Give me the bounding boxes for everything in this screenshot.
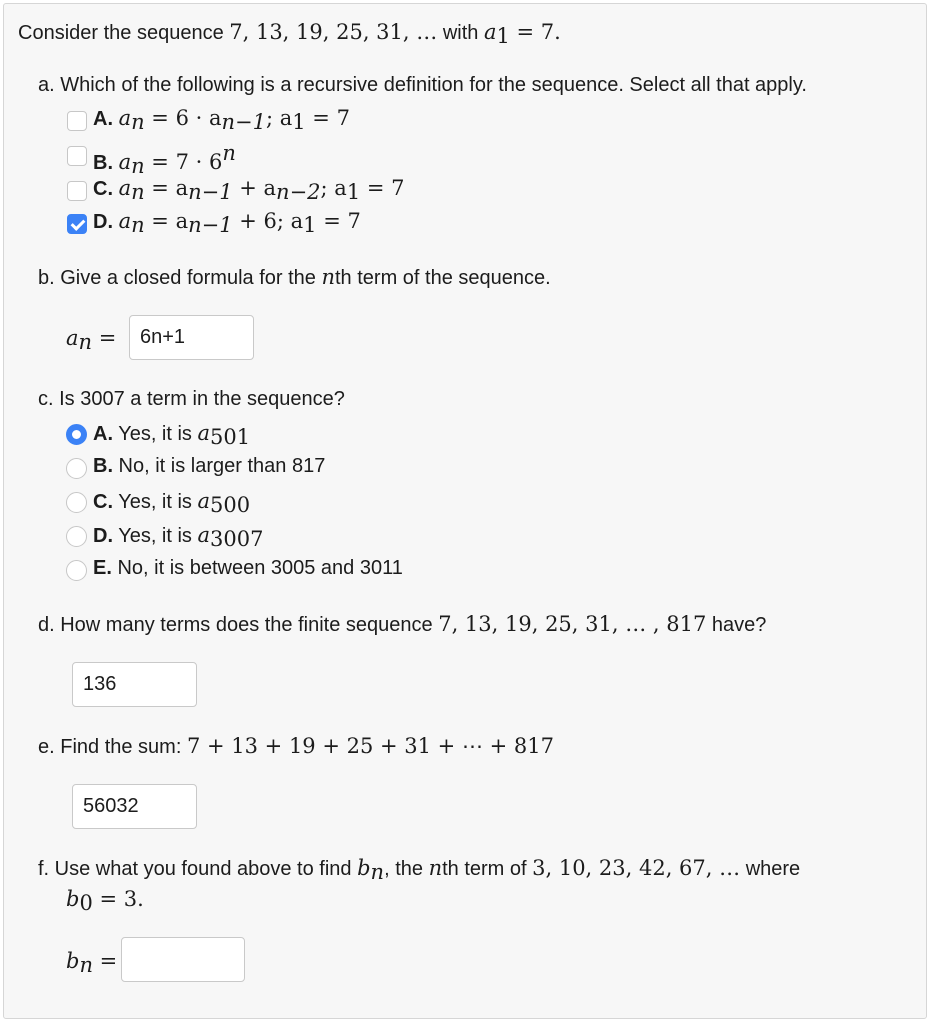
option-d-tail: ; a [276,209,304,233]
option-c-c-var: a [197,489,211,513]
option-c-plus: + a [232,176,277,200]
option-d-checkbox[interactable] [67,214,87,234]
option-c-c-letter: C. [93,491,113,513]
option-d-rhs-sub: n−1 [188,213,233,237]
part-a-question: a. Which of the following is a recursive definition for the sequence. Select all that apply. [38,74,807,96]
option-a-tail: ; a [265,106,293,130]
part-f-nvar: n [428,856,443,880]
part-d-post: have? [706,614,767,636]
option-c-lhs: a [118,176,132,200]
part-d-question [38,612,766,637]
option-d-label [93,209,361,237]
option-d-rhs: = a [144,209,189,233]
option-c-plus-sub: n−2 [276,180,321,204]
option-a-label [93,106,350,134]
option-c-c-radio[interactable] [66,492,87,513]
part-e-answer-input[interactable]: 56032 [72,784,197,829]
option-c-a-text: Yes, it is [113,423,198,445]
option-c-d-letter: D. [93,525,113,547]
part-b-post: th term of the sequence. [335,267,551,289]
option-c-rhs-sub: n−1 [188,180,233,204]
part-f-q2: , the [384,858,429,880]
part-e-pre: e. Find the sum: [38,736,187,758]
part-f-question-line1 [38,856,800,884]
option-c-rhs: = a [144,176,189,200]
option-c-a-letter: A. [93,423,113,445]
option-d-plus: + 6 [232,209,277,233]
intro-a1-eq: = 7. [509,20,561,44]
part-f-bn: b [357,856,371,880]
part-b-pre: b. Give a closed formula for the [38,267,322,289]
option-c-b-letter: B. [93,455,113,477]
option-c-e-radio[interactable] [66,560,87,581]
part-b-lhs-sub: n [78,330,93,354]
part-f-sequence: 3, 10, 23, 42, 67, … [532,856,741,880]
part-f-b0-eq: = 3. [92,887,144,911]
part-d-pre: d. How many terms does the finite sequence [38,614,439,636]
part-b-answer-input[interactable]: 6n+1 [129,315,254,360]
option-b-rhs: = 7 · 6 [144,150,223,174]
option-c-a-sub: 501 [210,425,251,449]
option-c-d-var: a [197,523,211,547]
option-c-letter: C. [93,178,113,200]
option-a-lhs-sub: n [131,110,145,134]
option-c-e-text: No, it is between 3005 and 3011 [111,557,403,579]
option-c-d-label [93,523,263,551]
part-b-question [38,265,551,290]
part-f-lhs [66,949,117,977]
part-f-question-line2 [66,887,144,915]
option-b-lhs-sub: n [131,154,145,178]
option-c-tail-eq: = 7 [360,176,405,200]
part-f-answer-input[interactable] [121,937,245,982]
part-b-eq: = [92,326,117,350]
part-b-lhs [66,326,116,354]
option-c-a-var: a [197,421,211,445]
intro-prefix: Consider the sequence [18,22,230,44]
option-c-b-radio[interactable] [66,458,87,479]
option-c-d-text: Yes, it is [113,525,198,547]
part-f-eq: = [92,949,118,973]
intro-a1: a [483,20,497,44]
option-a-rhs-sub: n−1 [221,110,266,134]
part-b-lhs-a: a [66,326,79,350]
intro-sequence: 7, 13, 19, 25, 31, … [229,20,438,44]
option-a-rhs: = 6 · a [144,106,222,130]
part-f-b0: b [66,887,80,911]
part-b-var: n [321,265,335,289]
option-c-lhs-sub: n [131,180,145,204]
option-c-tail: ; a [320,176,347,200]
part-f-lhs-sub: n [79,953,93,977]
option-c-c-sub: 500 [210,493,251,517]
option-c-b-label [93,455,325,478]
option-c-e-letter: E. [93,557,112,579]
option-d-letter: D. [93,211,113,233]
option-c-c-text: Yes, it is [113,491,198,513]
option-a-tail-sub: 1 [292,110,306,134]
option-b-lhs: a [118,150,132,174]
part-f-q1: f. Use what you found above to find [38,858,358,880]
option-c-c-label [93,489,250,517]
option-d-tail-eq: = 7 [316,209,361,233]
option-a-lhs: a [118,106,132,130]
option-c-a-label [93,421,250,449]
option-b-letter: B. [93,152,113,174]
option-c-e-label [93,557,403,580]
option-c-checkbox[interactable] [67,181,87,201]
option-c-tail-sub: 1 [346,180,361,204]
option-b-label [93,141,236,178]
option-c-d-radio[interactable] [66,526,87,547]
intro-with: with [437,22,484,44]
part-d-sequence: 7, 13, 19, 25, 31, … , 817 [438,612,707,636]
part-e-sum: 7 + 13 + 19 + 25 + 31 + ⋯ + 817 [186,734,554,758]
option-a-checkbox[interactable] [67,111,87,131]
part-c-question: c. Is 3007 a term in the sequence? [38,388,345,410]
part-f-q4: where [740,858,801,880]
option-b-checkbox[interactable] [67,146,87,166]
part-f-q3: th term of [442,858,533,880]
part-d-answer-input[interactable]: 136 [72,662,197,707]
option-d-tail-sub: 1 [303,213,317,237]
option-d-lhs-sub: n [131,213,145,237]
part-f-bn-sub: n [370,860,385,884]
intro-a1-sub: 1 [496,24,510,48]
option-a-letter: A. [93,108,113,130]
option-c-label [93,176,405,204]
part-e-question [38,734,554,759]
option-c-d-sub: 3007 [210,527,264,551]
option-c-a-radio[interactable] [66,424,87,445]
intro-text [18,20,561,48]
option-d-lhs: a [118,209,132,233]
part-f-lhs-b: b [66,949,80,973]
part-f-b0-sub: 0 [79,891,93,915]
option-b-rhs-sup: n [222,141,236,165]
option-a-tail-eq: = 7 [305,106,350,130]
option-c-b-text: No, it is larger than 817 [113,455,326,477]
